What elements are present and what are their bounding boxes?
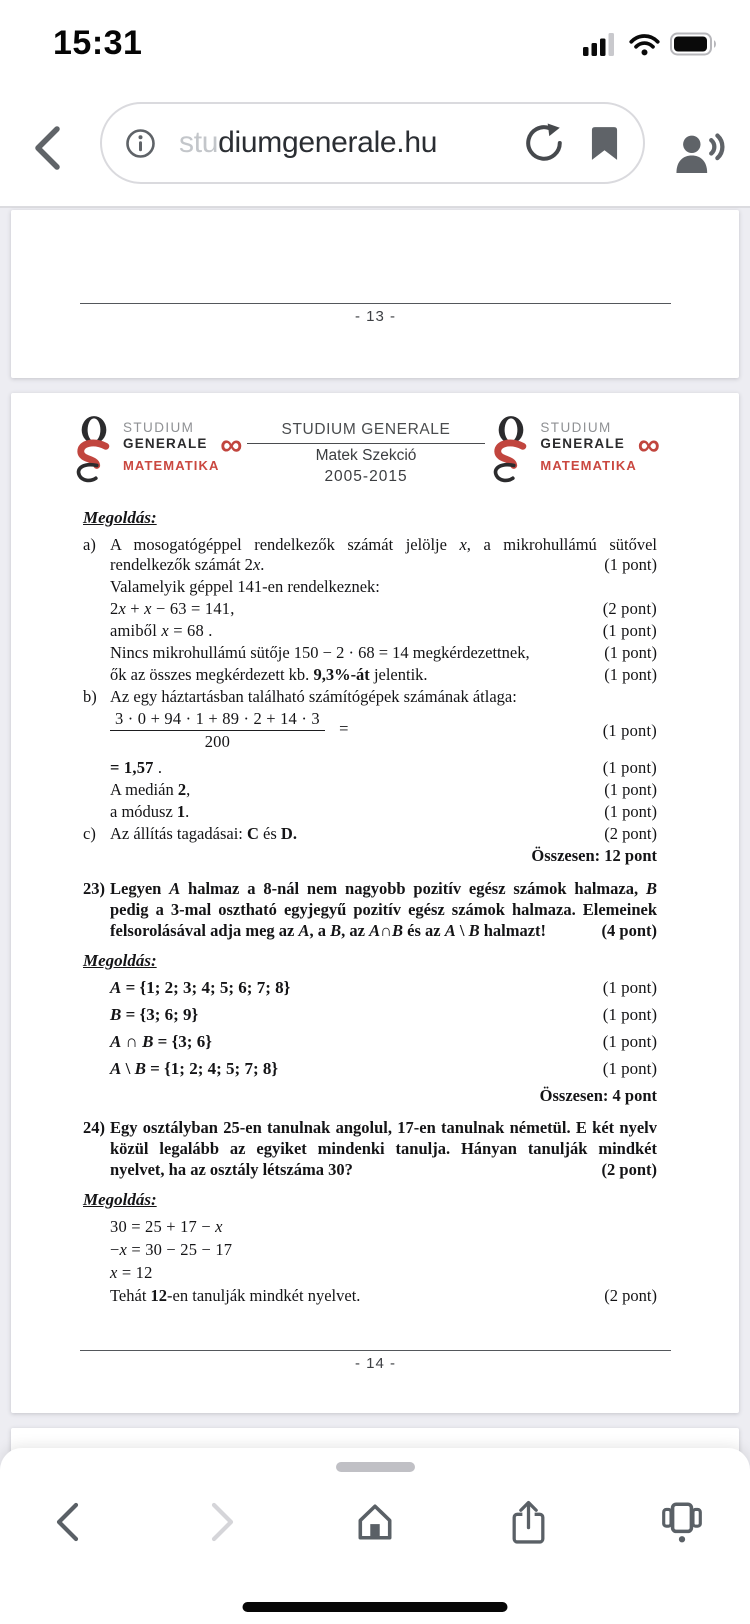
fraction-expression	[110, 709, 593, 752]
browser-toolbar	[0, 1472, 750, 1546]
url-text[interactable]	[179, 126, 524, 160]
solution-step	[83, 621, 657, 641]
solution-step	[83, 1032, 657, 1052]
title-rule	[247, 443, 485, 444]
problem-text: Egy osztályban 25-en tanulnak angolul, 17-en tanulnak németül. E két nyelv közül legalább az egyiket mindenki tanulja. Hányan tanulják mindkét nyelvet, ha az osztály létszáma 30?	[110, 1118, 657, 1179]
site-info-icon[interactable]	[124, 127, 157, 160]
solution-step	[83, 599, 657, 619]
problem-24	[83, 1117, 657, 1180]
toolbar-tabs-button[interactable]	[658, 1498, 706, 1546]
points-badge: (1 pont)	[604, 802, 657, 821]
cellular-signal-icon	[583, 32, 619, 56]
item-label: a)	[83, 535, 96, 554]
solution-step	[83, 758, 657, 778]
wifi-icon	[629, 33, 660, 56]
step-text: a módusz 1.	[110, 802, 190, 821]
step-text: Valamelyik géppel 141-en rendelkeznek:	[110, 577, 380, 596]
person-voice-icon	[674, 132, 726, 175]
reload-icon[interactable]	[524, 123, 564, 163]
document-title-block	[249, 415, 483, 486]
solution-step	[83, 1286, 657, 1306]
fraction	[110, 709, 325, 752]
studium-generale-logo-mark	[490, 415, 532, 483]
battery-icon	[670, 32, 720, 56]
solution-fraction	[83, 709, 657, 752]
studium-generale-logo-right	[490, 415, 659, 483]
document-header	[11, 393, 739, 486]
points-badge: (1 pont)	[604, 665, 657, 684]
points-badge: (4 pont)	[601, 921, 657, 940]
footer-rule	[80, 303, 671, 304]
logo-wordmark	[540, 415, 659, 472]
logo-studium: STUDIUM	[123, 420, 195, 435]
step-text: Tehát 12-en tanulják mindkét nyelvet.	[110, 1286, 361, 1305]
chevron-right-icon	[209, 1502, 235, 1542]
solution-step	[83, 978, 657, 998]
solution-step	[83, 643, 657, 663]
step-text: A mosogatógéppel rendelkezők számát jelölje x, a mikrohullámú sütővel rendelkezők számát 2x.	[110, 535, 657, 574]
footer-rule	[80, 1350, 671, 1351]
url-bar[interactable]	[100, 102, 645, 184]
logo-studium: STUDIUM	[540, 420, 612, 435]
doc-years: 2005-2015	[324, 468, 408, 485]
total-points: Összesen: 12 pont	[531, 846, 657, 865]
browser-navbar	[0, 88, 750, 207]
web-content[interactable]	[0, 208, 750, 1624]
megoldas-heading: Megoldás:	[83, 508, 157, 527]
url-bar-actions	[524, 123, 619, 163]
page-13-footer	[11, 303, 739, 325]
problem-23	[83, 878, 657, 941]
solution-step	[83, 665, 657, 685]
logo-generale: GENERALE ∞	[540, 426, 661, 462]
step-equation: A \ B = {1; 2; 4; 5; 7; 8}	[110, 1059, 279, 1078]
status-icons	[583, 32, 720, 56]
nav-back-button[interactable]	[34, 126, 61, 175]
step-text: Az egy háztartásban található számítógépek számának átlaga:	[110, 687, 517, 706]
equals-sign: =	[339, 719, 349, 739]
chevron-left-icon	[55, 1502, 81, 1542]
infinity-icon: ∞	[637, 426, 661, 462]
doc-title: STUDIUM GENERALE	[281, 421, 451, 438]
bookmark-icon[interactable]	[590, 125, 619, 162]
tabs-icon	[661, 1499, 703, 1545]
step-equation: A ∩ B = {3; 6}	[110, 1032, 212, 1051]
browser-toolbar-sheet	[0, 1448, 750, 1624]
step-text: ők az összes megkérdezett kb. 9,3%-át jelentik.	[110, 665, 428, 684]
step-text: Az állítás tagadásai: C és D.	[110, 824, 297, 843]
megoldas-heading: Megoldás:	[83, 1190, 157, 1209]
solution-step	[83, 780, 657, 800]
url-domain: diumgenerale.hu	[218, 126, 438, 159]
pdf-page-13	[11, 210, 739, 378]
solution-step	[83, 1059, 657, 1079]
chevron-left-icon	[34, 126, 61, 170]
solution-step	[83, 1217, 657, 1237]
solution-step	[83, 687, 657, 707]
solution-step	[83, 577, 657, 597]
points-badge: (1 pont)	[604, 643, 657, 662]
step-text: A medián 2,	[110, 780, 191, 799]
solution-step	[83, 824, 657, 844]
points-badge: (1 pont)	[604, 780, 657, 799]
reader-voice-button[interactable]	[674, 132, 726, 180]
points-badge: (1 pont)	[602, 621, 657, 640]
points-badge: (2 pont)	[604, 824, 657, 843]
step-equation: A = {1; 2; 3; 4; 5; 6; 7; 8}	[110, 978, 291, 997]
step-equation: x = 12	[110, 1263, 153, 1282]
points-badge: (1 pont)	[604, 555, 657, 574]
toolbar-forward-button[interactable]	[198, 1498, 246, 1546]
problem-text: Legyen A halmaz a 8-nál nem nagyobb pozitív egész számok halmaza, B pedig a 3-mal osztható egyjegyű pozitív egész számok halmaza. Elemeinek felsorolásával adja meg az A, a B, az A∩B és az A \ B halmazt!	[110, 879, 657, 940]
solution-step	[83, 1005, 657, 1025]
studium-generale-logo-mark	[73, 415, 115, 483]
logo-matematika: MATEMATIKA	[540, 458, 637, 473]
total-points: Összesen: 4 pont	[539, 1086, 657, 1105]
toolbar-share-button[interactable]	[505, 1498, 553, 1546]
points-badge: (1 pont)	[602, 1032, 657, 1051]
page-number: - 14 -	[354, 1355, 396, 1372]
points-badge: (2 pont)	[601, 1160, 657, 1179]
logo-generale: GENERALE ∞	[123, 426, 244, 462]
solution-step	[83, 1263, 657, 1283]
toolbar-back-button[interactable]	[44, 1498, 92, 1546]
points-badge: (1 pont)	[602, 758, 657, 777]
points-badge: (1 pont)	[602, 1059, 657, 1078]
sheet-grabber[interactable]	[336, 1462, 415, 1472]
step-equation: B = {3; 6; 9}	[110, 1005, 199, 1024]
fraction-denominator: 200	[204, 732, 231, 751]
step-equation: = 1,57 .	[110, 758, 163, 777]
document-body	[11, 508, 739, 1306]
page-number: - 13 -	[354, 308, 396, 325]
url-prefix: stu	[179, 126, 219, 159]
points-badge: (1 pont)	[602, 1005, 657, 1024]
pdf-page-14	[11, 393, 739, 1413]
problem-number: 23)	[83, 879, 105, 898]
problem-number: 24)	[83, 1118, 105, 1137]
points-badge: (2 pont)	[602, 599, 657, 618]
item-label: c)	[83, 824, 96, 843]
fraction-numerator: 3 · 0 + 94 · 1 + 89 · 2 + 14 · 3	[110, 709, 325, 731]
points-badge: (1 pont)	[602, 978, 657, 997]
points-badge: (1 pont)	[602, 720, 657, 740]
logo-matematika: MATEMATIKA	[123, 458, 220, 473]
share-icon	[510, 1500, 547, 1545]
megoldas-heading: Megoldás:	[83, 951, 157, 970]
step-equation: 30 = 25 + 17 − x	[110, 1217, 223, 1236]
step-text: Nincs mikrohullámú sütője 150 − 2 · 68 = 14 megkérdezettnek,	[110, 643, 530, 662]
step-equation: amiből x = 68 .	[110, 621, 213, 640]
status-time: 15:31	[53, 24, 143, 62]
page-14-footer	[80, 1350, 671, 1372]
solution-step	[83, 535, 657, 575]
home-indicator[interactable]	[243, 1602, 508, 1612]
step-equation: −x = 30 − 25 − 17	[110, 1240, 233, 1259]
home-icon	[354, 1501, 396, 1543]
solution-step	[83, 1240, 657, 1260]
infinity-icon: ∞	[220, 426, 244, 462]
solution-step	[83, 802, 657, 822]
points-badge: (2 pont)	[604, 1286, 657, 1305]
item-label: b)	[83, 687, 97, 706]
doc-subtitle: Matek Szekció	[315, 447, 417, 464]
step-equation: 2x + x − 63 = 141,	[110, 599, 235, 618]
toolbar-home-button[interactable]	[351, 1498, 399, 1546]
studium-generale-logo-left	[73, 415, 242, 483]
status-bar	[0, 0, 750, 88]
logo-wordmark	[123, 415, 242, 472]
